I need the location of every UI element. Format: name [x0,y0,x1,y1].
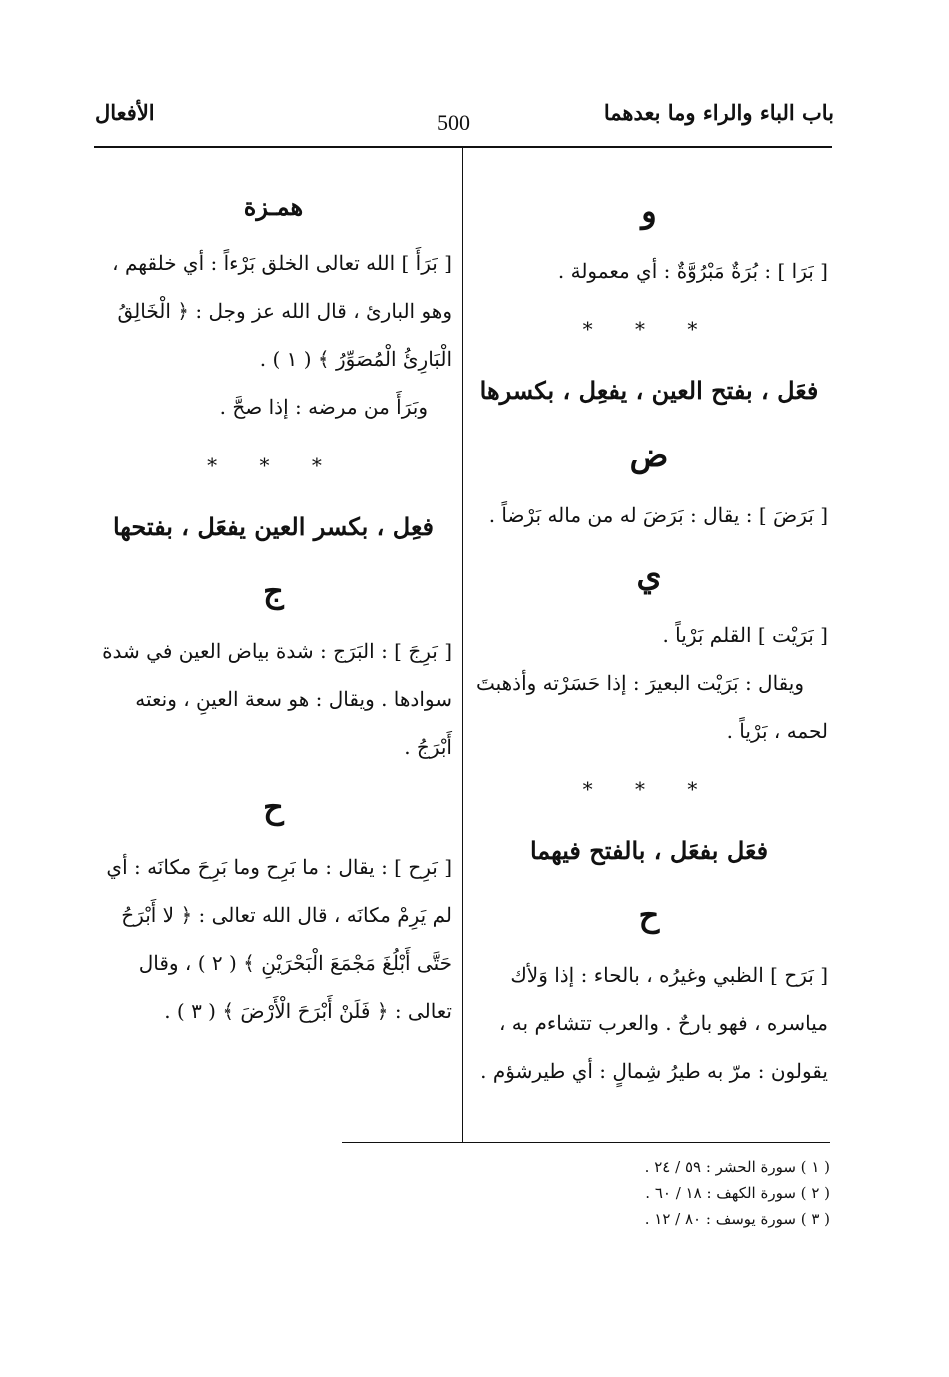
footnote-3: ( ٣ ) سورة يوسف : ٨٠ / ١٢ . [644,1210,830,1228]
footnote-rule [342,1142,830,1143]
running-header-chapter: باب الباء والراء وما بعدهما [603,100,834,125]
letter-heading-dad: ض [629,436,669,474]
running-header-section: الأفعال [95,100,155,125]
entry-barah: [ بَرَح ] الظبي وغيرُه ، بالحاء : إذا وَلأك مياسره ، فهو بارحٌ . والعرب تتشاءم به ، يقولون : مرّ به طيرُ شِمالٍ : أي طيرشؤم . [480,963,828,1083]
entry-barij: [ بَرِجَ ] : البَرَج : شدة بياض العين في شدة سوادها . ويقال : هو سعة العينِ ، ونعته أَبْرَجُ . [102,639,452,759]
letter-heading-waw: و [641,192,657,230]
left-column [95,175,452,1035]
header-rule [94,146,832,148]
entry-bara-marad: وبَرَأَ من مرضه : إذا صحَّ . [219,395,428,419]
section-separator: * * * [582,777,716,801]
page-number: 500 [437,110,470,135]
right-column [470,175,828,1095]
entry-barih: [ بَرِح ] : يقال : ما بَرِح وما بَرِحَ مكانَه : أي لم يَرِمْ مكانَه ، قال الله تعالى : ﴿ لا أَبْرَحُ حَتَّى أَبْلُغَ مَجْمَعَ الْبَحْرَيْنِ ﴾ ( ٢ ) ، وقال تعالى : ﴿ فَلَنْ أَبْرَحَ الْأَرْضَ ﴾ ( ٣ ) . [106,855,452,1023]
entry-barad: [ بَرَضَ ] : يقال : بَرَضَ له من ماله بَرْضاً . [488,503,828,527]
section-separator: * * * [582,317,716,341]
column-divider [462,147,463,1142]
letter-heading-jim: ج [263,572,284,610]
letter-heading-ha: ح [263,788,284,826]
entry-barayt-baeer: ويقال : بَرَيْت البعيرَ : إذا حَسَرْته وأذهبتَ لحمه ، بَرْياً . [475,671,828,743]
section-heading-hamza: همـزة [243,192,304,221]
letter-heading-ha: ح [638,896,660,934]
letter-heading-ya: ي [636,556,662,594]
section-heading-faal-fath: فعَل بفعَل ، بالفتح فيهما [529,836,769,865]
section-heading-faal-kasr: فعَل ، بفتح العين ، يفعِل ، بكسرها [479,376,819,405]
section-separator: * * * [207,453,340,477]
footnotes [340,1154,830,1232]
entry-bara-waw: [ بَرَا ] : بُرَةٌ مَبْرُوَّةٌ : أي معمولة . [557,259,828,283]
entry-barayt-qalam: [ بَرَيْت ] القلم بَرْياً . [662,623,828,647]
section-heading-faila: فعِل ، بكسر العين يفعَل ، بفتحها [112,512,434,541]
footnote-2: ( ٢ ) سورة الكهف : ١٨ / ٦٠ . [645,1184,830,1202]
entry-bara-khalq: [ بَرَأَ ] الله تعالى الخلق بَرْءاً : أي خلقهم ، وهو البارئ ، قال الله عز وجل : ﴿ الْخَالِقُ الْبَارِئُ الْمُصَوِّرُ ﴾ ( ١ ) . [112,251,452,371]
footnote-1: ( ١ ) سورة الحشر : ٥٩ / ٢٤ . [644,1158,830,1176]
